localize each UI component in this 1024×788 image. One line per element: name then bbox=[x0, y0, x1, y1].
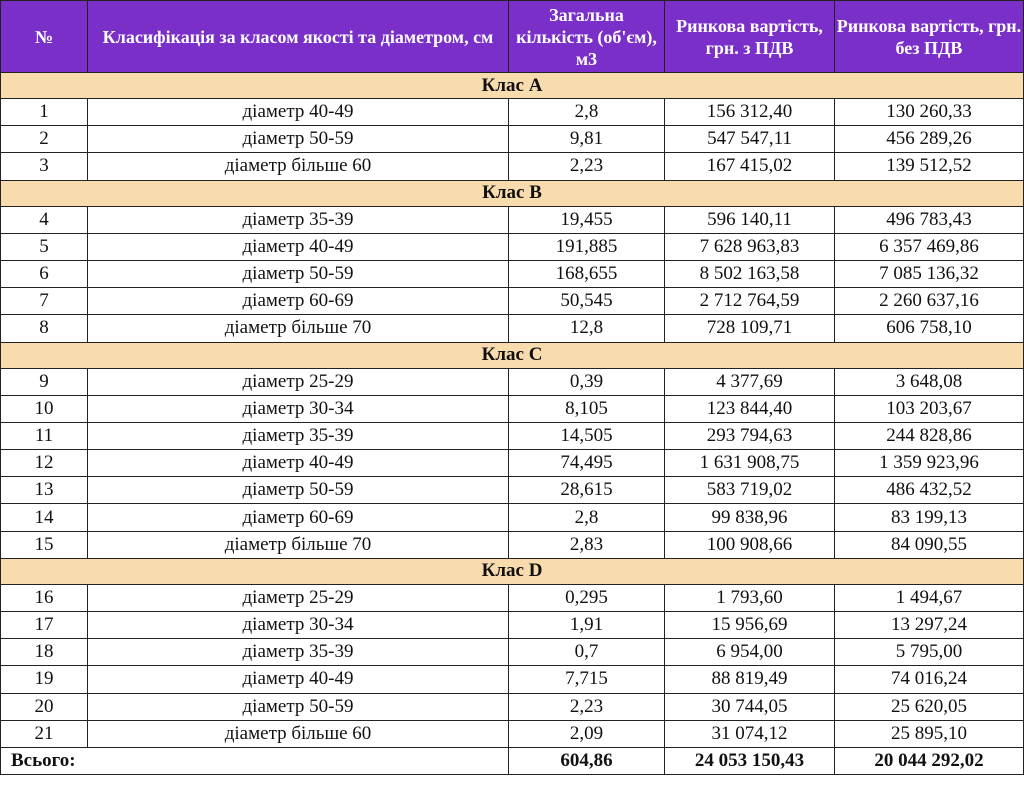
row-diameter: діаметр більше 60 bbox=[88, 153, 509, 180]
row-diameter: діаметр 25-29 bbox=[88, 584, 509, 611]
row-diameter: діаметр 40-49 bbox=[88, 233, 509, 260]
row-volume: 2,8 bbox=[509, 504, 665, 531]
table-header-row bbox=[1, 1, 1024, 73]
row-value-without-vat: 103 203,67 bbox=[835, 395, 1024, 422]
row-volume: 7,715 bbox=[509, 666, 665, 693]
row-value-with-vat: 99 838,96 bbox=[665, 504, 835, 531]
row-value-with-vat: 293 794,63 bbox=[665, 422, 835, 449]
row-volume: 191,885 bbox=[509, 233, 665, 260]
row-value-without-vat: 456 289,26 bbox=[835, 126, 1024, 153]
row-value-with-vat: 100 908,66 bbox=[665, 531, 835, 558]
class-header-row bbox=[1, 342, 1024, 368]
row-number: 13 bbox=[1, 477, 88, 504]
header-number: № bbox=[1, 1, 88, 73]
row-value-without-vat: 486 432,52 bbox=[835, 477, 1024, 504]
row-value-without-vat: 3 648,08 bbox=[835, 368, 1024, 395]
row-volume: 8,105 bbox=[509, 395, 665, 422]
total-row bbox=[1, 747, 1024, 774]
table-row bbox=[1, 233, 1024, 260]
row-number: 14 bbox=[1, 504, 88, 531]
row-diameter: діаметр 60-69 bbox=[88, 504, 509, 531]
row-value-with-vat: 2 712 764,59 bbox=[665, 288, 835, 315]
row-number: 8 bbox=[1, 315, 88, 342]
row-number: 11 bbox=[1, 422, 88, 449]
row-value-without-vat: 606 758,10 bbox=[835, 315, 1024, 342]
row-diameter: діаметр 35-39 bbox=[88, 422, 509, 449]
row-number: 12 bbox=[1, 450, 88, 477]
row-value-without-vat: 1 359 923,96 bbox=[835, 450, 1024, 477]
row-volume: 0,295 bbox=[509, 584, 665, 611]
row-value-with-vat: 1 631 908,75 bbox=[665, 450, 835, 477]
row-value-with-vat: 8 502 163,58 bbox=[665, 260, 835, 287]
row-volume: 168,655 bbox=[509, 260, 665, 287]
row-diameter: діаметр 40-49 bbox=[88, 99, 509, 126]
table-row bbox=[1, 99, 1024, 126]
row-number: 16 bbox=[1, 584, 88, 611]
row-volume: 1,91 bbox=[509, 612, 665, 639]
class-title: Клас С bbox=[1, 342, 1024, 368]
header-classification: Класифікація за класом якості та діаметром, см bbox=[88, 1, 509, 73]
row-volume: 12,8 bbox=[509, 315, 665, 342]
row-diameter: діаметр 50-59 bbox=[88, 477, 509, 504]
row-diameter: діаметр 25-29 bbox=[88, 368, 509, 395]
row-value-without-vat: 7 085 136,32 bbox=[835, 260, 1024, 287]
row-value-with-vat: 15 956,69 bbox=[665, 612, 835, 639]
row-volume: 2,8 bbox=[509, 99, 665, 126]
table-row bbox=[1, 720, 1024, 747]
row-value-without-vat: 25 895,10 bbox=[835, 720, 1024, 747]
row-value-with-vat: 88 819,49 bbox=[665, 666, 835, 693]
table-row bbox=[1, 450, 1024, 477]
row-diameter: діаметр 60-69 bbox=[88, 288, 509, 315]
row-number: 18 bbox=[1, 639, 88, 666]
row-diameter: діаметр 40-49 bbox=[88, 666, 509, 693]
row-value-with-vat: 167 415,02 bbox=[665, 153, 835, 180]
row-value-with-vat: 7 628 963,83 bbox=[665, 233, 835, 260]
class-header-row bbox=[1, 558, 1024, 584]
table-row bbox=[1, 368, 1024, 395]
row-value-with-vat: 583 719,02 bbox=[665, 477, 835, 504]
class-title: Клас А bbox=[1, 73, 1024, 99]
row-value-without-vat: 83 199,13 bbox=[835, 504, 1024, 531]
row-value-without-vat: 1 494,67 bbox=[835, 584, 1024, 611]
row-number: 1 bbox=[1, 99, 88, 126]
table-row bbox=[1, 422, 1024, 449]
header-value-without-vat: Ринкова вартість, грн. без ПДВ bbox=[835, 1, 1024, 73]
row-value-without-vat: 139 512,52 bbox=[835, 153, 1024, 180]
row-value-without-vat: 13 297,24 bbox=[835, 612, 1024, 639]
row-volume: 2,23 bbox=[509, 693, 665, 720]
row-value-with-vat: 4 377,69 bbox=[665, 368, 835, 395]
row-value-without-vat: 130 260,33 bbox=[835, 99, 1024, 126]
row-value-without-vat: 496 783,43 bbox=[835, 206, 1024, 233]
row-number: 6 bbox=[1, 260, 88, 287]
total-value-with-vat: 24 053 150,43 bbox=[665, 747, 835, 774]
row-value-with-vat: 30 744,05 bbox=[665, 693, 835, 720]
class-header-row bbox=[1, 73, 1024, 99]
row-value-without-vat: 2 260 637,16 bbox=[835, 288, 1024, 315]
table-row bbox=[1, 126, 1024, 153]
row-diameter: діаметр більше 70 bbox=[88, 531, 509, 558]
row-volume: 28,615 bbox=[509, 477, 665, 504]
total-label: Всього: bbox=[1, 747, 509, 774]
table-row bbox=[1, 260, 1024, 287]
row-value-with-vat: 1 793,60 bbox=[665, 584, 835, 611]
row-value-without-vat: 74 016,24 bbox=[835, 666, 1024, 693]
row-value-without-vat: 84 090,55 bbox=[835, 531, 1024, 558]
row-diameter: діаметр 30-34 bbox=[88, 395, 509, 422]
total-value-without-vat: 20 044 292,02 bbox=[835, 747, 1024, 774]
table-row bbox=[1, 477, 1024, 504]
table-row bbox=[1, 395, 1024, 422]
class-title: Клас В bbox=[1, 180, 1024, 206]
row-value-with-vat: 123 844,40 bbox=[665, 395, 835, 422]
row-number: 3 bbox=[1, 153, 88, 180]
row-number: 4 bbox=[1, 206, 88, 233]
row-number: 19 bbox=[1, 666, 88, 693]
row-number: 20 bbox=[1, 693, 88, 720]
row-volume: 50,545 bbox=[509, 288, 665, 315]
table-row bbox=[1, 584, 1024, 611]
row-volume: 2,23 bbox=[509, 153, 665, 180]
table-row bbox=[1, 153, 1024, 180]
row-diameter: діаметр 50-59 bbox=[88, 126, 509, 153]
row-value-without-vat: 5 795,00 bbox=[835, 639, 1024, 666]
total-volume: 604,86 bbox=[509, 747, 665, 774]
row-diameter: діаметр 40-49 bbox=[88, 450, 509, 477]
table-row bbox=[1, 504, 1024, 531]
table-row bbox=[1, 639, 1024, 666]
table-row bbox=[1, 288, 1024, 315]
row-volume: 2,83 bbox=[509, 531, 665, 558]
row-diameter: діаметр 30-34 bbox=[88, 612, 509, 639]
row-value-with-vat: 547 547,11 bbox=[665, 126, 835, 153]
class-header-row bbox=[1, 180, 1024, 206]
row-volume: 2,09 bbox=[509, 720, 665, 747]
row-diameter: діаметр 50-59 bbox=[88, 693, 509, 720]
row-volume: 19,455 bbox=[509, 206, 665, 233]
row-number: 5 bbox=[1, 233, 88, 260]
row-diameter: діаметр 35-39 bbox=[88, 639, 509, 666]
class-title: Клас D bbox=[1, 558, 1024, 584]
row-diameter: діаметр більше 60 bbox=[88, 720, 509, 747]
table-body bbox=[1, 73, 1024, 775]
row-number: 10 bbox=[1, 395, 88, 422]
row-number: 21 bbox=[1, 720, 88, 747]
table-row bbox=[1, 531, 1024, 558]
row-value-with-vat: 6 954,00 bbox=[665, 639, 835, 666]
row-value-with-vat: 156 312,40 bbox=[665, 99, 835, 126]
table-row bbox=[1, 612, 1024, 639]
row-volume: 74,495 bbox=[509, 450, 665, 477]
table-row bbox=[1, 315, 1024, 342]
row-number: 7 bbox=[1, 288, 88, 315]
row-diameter: діаметр 50-59 bbox=[88, 260, 509, 287]
table-row bbox=[1, 693, 1024, 720]
row-number: 15 bbox=[1, 531, 88, 558]
row-number: 9 bbox=[1, 368, 88, 395]
row-diameter: діаметр більше 70 bbox=[88, 315, 509, 342]
row-volume: 0,7 bbox=[509, 639, 665, 666]
row-volume: 0,39 bbox=[509, 368, 665, 395]
row-number: 2 bbox=[1, 126, 88, 153]
row-value-with-vat: 728 109,71 bbox=[665, 315, 835, 342]
row-volume: 9,81 bbox=[509, 126, 665, 153]
table-row bbox=[1, 206, 1024, 233]
header-volume: Загальна кількість (об'єм), м3 bbox=[509, 1, 665, 73]
row-value-without-vat: 25 620,05 bbox=[835, 693, 1024, 720]
row-value-without-vat: 244 828,86 bbox=[835, 422, 1024, 449]
row-value-with-vat: 31 074,12 bbox=[665, 720, 835, 747]
row-value-with-vat: 596 140,11 bbox=[665, 206, 835, 233]
row-diameter: діаметр 35-39 bbox=[88, 206, 509, 233]
row-number: 17 bbox=[1, 612, 88, 639]
table-row bbox=[1, 666, 1024, 693]
header-value-with-vat: Ринкова вартість, грн. з ПДВ bbox=[665, 1, 835, 73]
row-volume: 14,505 bbox=[509, 422, 665, 449]
row-value-without-vat: 6 357 469,86 bbox=[835, 233, 1024, 260]
